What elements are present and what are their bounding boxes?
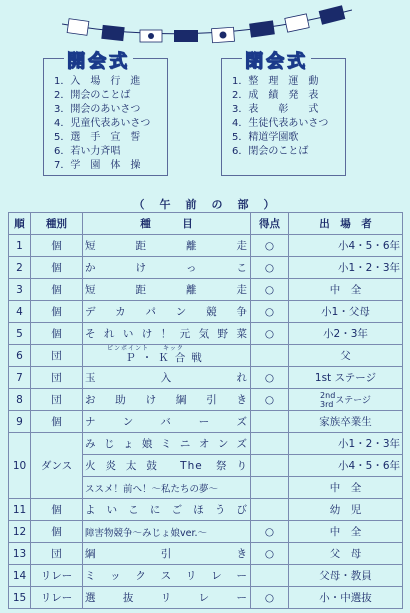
event-ruby: ピンポイント キック	[107, 345, 184, 352]
row-participants: 中 全	[289, 279, 403, 301]
row-number: 12	[9, 521, 31, 543]
table-row	[9, 323, 403, 345]
header-participants: 出 場 者	[289, 213, 403, 235]
row-participants: 小1・父母	[289, 301, 403, 323]
row-number: 6	[9, 345, 31, 367]
row-event: よいこにごほうび	[83, 499, 251, 521]
list-item: 1．入 場 行 進	[54, 76, 141, 87]
row-event: ナンバーズ	[83, 411, 251, 433]
row-score	[251, 411, 289, 433]
row-number: 5	[9, 323, 31, 345]
table-row	[9, 433, 403, 455]
program-table	[8, 212, 403, 609]
list-item: 4．児童代表あいさつ	[54, 118, 151, 129]
table-row	[9, 565, 403, 587]
row-number: 3	[9, 279, 31, 301]
row-type: 個	[31, 499, 83, 521]
header-event: 種 目	[83, 213, 251, 235]
bunting-flags	[62, 4, 352, 44]
row-event: 選抜リレー	[83, 587, 251, 609]
row-score	[251, 477, 289, 499]
list-item: 4．生徒代表あいさつ	[232, 118, 329, 129]
row-score: ○	[251, 587, 289, 609]
row-type: 団	[31, 543, 83, 565]
row-event: 短距離走	[83, 235, 251, 257]
row-score: ○	[251, 367, 289, 389]
row-type: リレー	[31, 587, 83, 609]
header-type: 種別	[31, 213, 83, 235]
row-participants: 父 母	[289, 543, 403, 565]
row-score	[251, 433, 289, 455]
row-event: かけっこ	[83, 257, 251, 279]
row-score: ○	[251, 323, 289, 345]
row-type: 個	[31, 323, 83, 345]
header-order: 順	[9, 213, 31, 235]
table-row	[9, 257, 403, 279]
closing-ceremony-box	[221, 51, 346, 176]
table-row	[9, 279, 403, 301]
row-participants: 中 全	[289, 477, 403, 499]
list-item: 5．精道学園歌	[232, 132, 299, 143]
table-row	[9, 367, 403, 389]
row-event: 火炎太鼓 The 祭り	[83, 455, 251, 477]
row-number: 9	[9, 411, 31, 433]
row-event: 障害物競争～みじょ娘ver.～	[83, 521, 251, 543]
row-number: 10	[9, 433, 31, 499]
event-text: Ｐ・Ｋ合戦	[125, 352, 208, 364]
row-event: お助け綱引き	[83, 389, 251, 411]
row-participants: 中 全	[289, 521, 403, 543]
row-score: ○	[251, 235, 289, 257]
table-row	[9, 345, 403, 367]
list-item: 1．整 理 運 動	[232, 76, 319, 87]
opening-ceremony-title: 開会式	[64, 47, 133, 73]
row-event	[83, 345, 251, 367]
table-row	[9, 543, 403, 565]
row-type: 個	[31, 301, 83, 323]
row-type: 個	[31, 521, 83, 543]
row-type: 団	[31, 345, 83, 367]
stage-3rd: 3rd	[320, 399, 334, 409]
row-participants: 1st ステージ	[289, 367, 403, 389]
row-participants: 父	[289, 345, 403, 367]
list-item: 6．若い力斉唱	[54, 146, 121, 157]
row-score	[251, 499, 289, 521]
row-type: 個	[31, 411, 83, 433]
row-participants: 小4・5・6年	[289, 235, 403, 257]
opening-ceremony-list	[44, 59, 167, 173]
row-number: 4	[9, 301, 31, 323]
stage-lines	[320, 391, 335, 409]
row-score	[251, 345, 289, 367]
row-score	[251, 455, 289, 477]
header-score: 得点	[251, 213, 289, 235]
row-type: リレー	[31, 565, 83, 587]
closing-ceremony-list	[222, 59, 345, 159]
list-item: 3．開会のあいさつ	[54, 104, 141, 115]
row-event: それいけ！元気野菜	[83, 323, 251, 345]
row-event: 綱引き	[83, 543, 251, 565]
row-event: みじょ娘ミニオンズ	[83, 433, 251, 455]
row-type: 個	[31, 235, 83, 257]
row-type: 団	[31, 367, 83, 389]
table-row	[9, 411, 403, 433]
row-number: 11	[9, 499, 31, 521]
row-participants: 家族卒業生	[289, 411, 403, 433]
row-participants	[289, 389, 403, 411]
table-row	[9, 301, 403, 323]
row-type: ダンス	[31, 433, 83, 499]
stage-2nd: 2nd	[320, 390, 336, 400]
row-type: 個	[31, 257, 83, 279]
row-number: 1	[9, 235, 31, 257]
table-row	[9, 235, 403, 257]
row-number: 8	[9, 389, 31, 411]
row-number: 2	[9, 257, 31, 279]
row-score	[251, 565, 289, 587]
table-row	[9, 521, 403, 543]
morning-section-title: （ 午 前 の 部 ）	[133, 198, 277, 211]
row-type: 個	[31, 279, 83, 301]
row-participants: 小・中選抜	[289, 587, 403, 609]
row-participants: 幼 児	[289, 499, 403, 521]
table-header-row	[9, 213, 403, 235]
row-score: ○	[251, 389, 289, 411]
row-participants: 小1・2・3年	[289, 257, 403, 279]
stage-suffix: ステージ	[335, 396, 371, 406]
row-event: 短距離走	[83, 279, 251, 301]
row-number: 14	[9, 565, 31, 587]
row-event: デカパン競争	[83, 301, 251, 323]
row-event: ミックスリレー	[83, 565, 251, 587]
row-participants: 小1・2・3年	[289, 433, 403, 455]
list-item: 2．成 績 発 表	[232, 90, 319, 101]
row-score: ○	[251, 257, 289, 279]
list-item: 2．開会のことば	[54, 90, 131, 101]
table-row	[9, 587, 403, 609]
list-item: 3．表 彰 式	[232, 104, 319, 115]
row-score: ○	[251, 543, 289, 565]
table-row	[9, 499, 403, 521]
row-number: 15	[9, 587, 31, 609]
list-item: 6．閉会のことば	[232, 146, 309, 157]
row-participants: 小4・5・6年	[289, 455, 403, 477]
closing-ceremony-title: 閉会式	[242, 47, 311, 73]
list-item: 5．選 手 宣 誓	[54, 132, 141, 143]
row-event: 玉入れ	[83, 367, 251, 389]
row-participants: 小2・3年	[289, 323, 403, 345]
row-number: 13	[9, 543, 31, 565]
row-event: ススメ！前へ！～私たちの夢～	[83, 477, 251, 499]
row-number: 7	[9, 367, 31, 389]
table-row	[9, 389, 403, 411]
row-type: 団	[31, 389, 83, 411]
row-score: ○	[251, 279, 289, 301]
row-score: ○	[251, 301, 289, 323]
opening-ceremony-box	[43, 51, 168, 176]
row-participants: 父母・教員	[289, 565, 403, 587]
list-item: 7．学 園 体 操	[54, 160, 141, 171]
row-score: ○	[251, 521, 289, 543]
